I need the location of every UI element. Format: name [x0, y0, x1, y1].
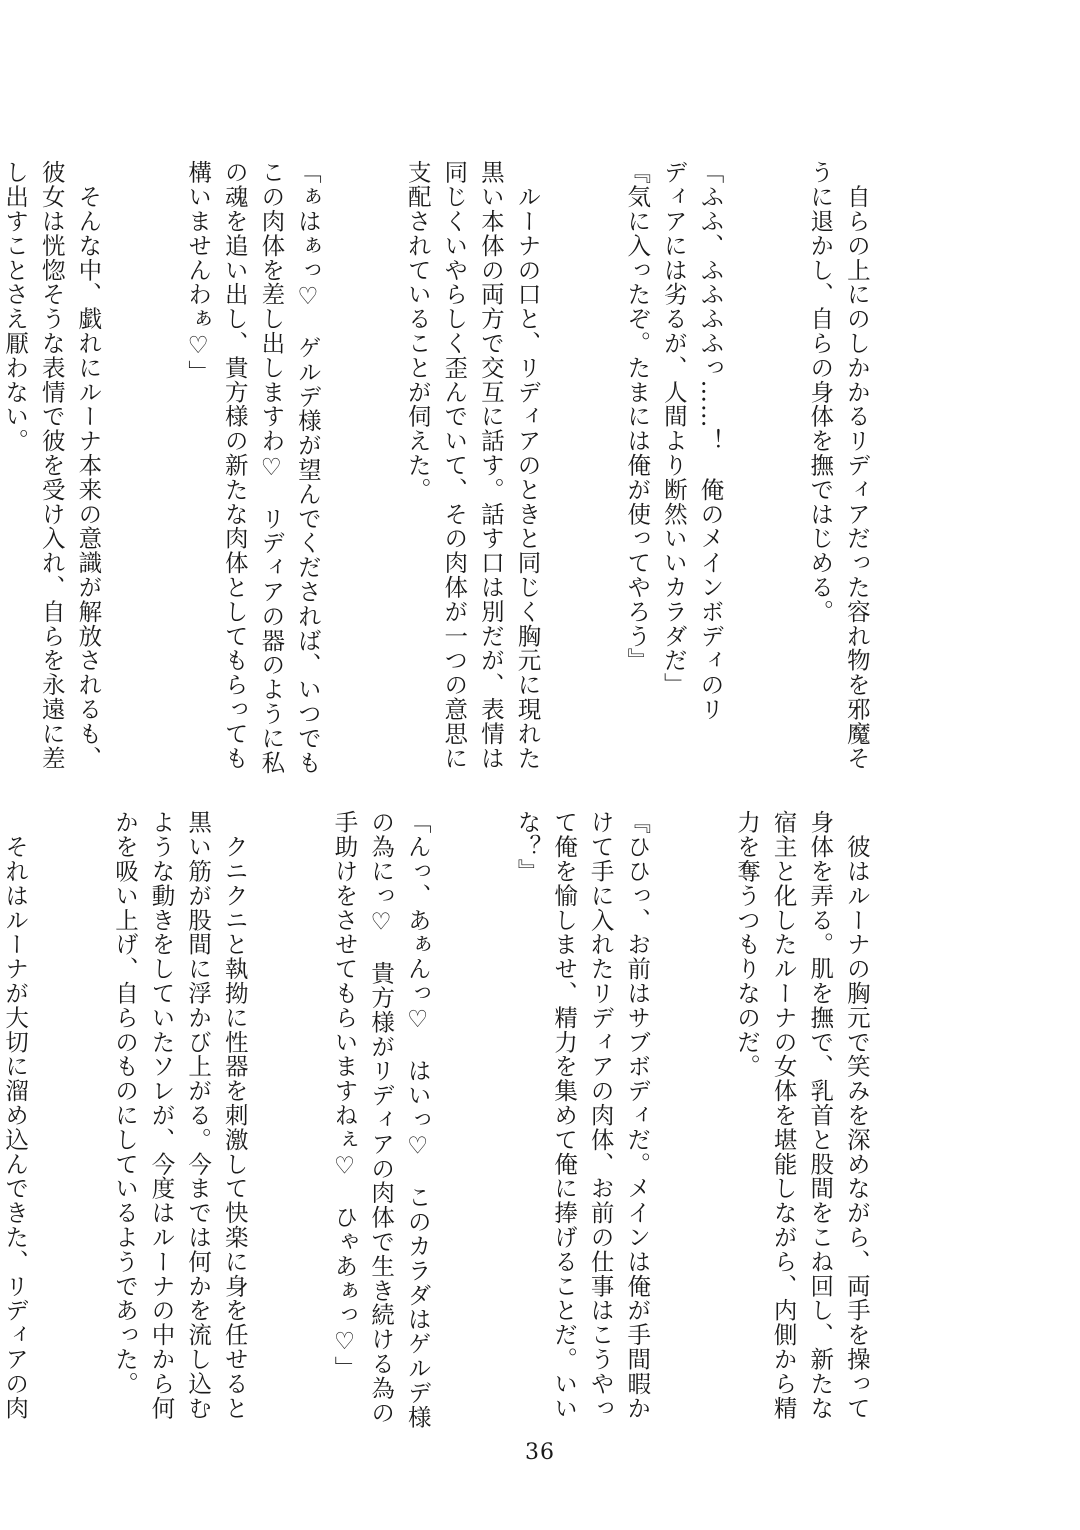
- text-block-bottom: [0, 810, 948, 1429]
- page-number: 36: [525, 1440, 555, 1465]
- dialogue-paragraph: 「ぁはぁっ♡ ゲルデ様が望んでくだされば、いつでも この肉体を差し出しますわ♡ リディアの器のように私 の魂を追い出し、貴方様の新たな肉体としてもらっても 構いませんわぁ♡」: [184, 160, 322, 775]
- paragraph: それはルーナが大切に溜め込んできた、リディアの肉: [1, 834, 30, 1420]
- paragraph: ルーナの口と、リディアのときと同じく胸元に現れた 黒い本体の両方で交互に話す。話す口は別だが、表情は 同じくいやらしく歪んでいて、その肉体が一つの意思に 支配されていることが伺えた。: [403, 160, 542, 770]
- dialogue-paragraph: 「ふふ、ふふふふっ……！ 俺のメインボディのリ ディアには劣るが、人間より断然いいカラダだ」 『気に入ったぞ。たまには俺が使ってやろう』: [623, 160, 725, 722]
- paragraph: クニクニと執拗に性器を刺激して快楽に身を任せると 黒い筋が股間に浮かび上がる。今までは何かを流し込む ような動きをしていたソレが、今度はルーナの中から何 かを吸い上げ、自らのものにしているようであった。: [110, 810, 249, 1420]
- paragraph: 自らの上にのしかかるリディアだった容れ物を邪魔そ うに退かし、自らの身体を撫ではじめる。: [806, 160, 871, 770]
- dialogue-paragraph: 「んっ、あぁんっ♡ はいっ♡ このカラダはゲルデ様 の為にっ♡ 貴方様がリディアの肉体で生き続ける為の 手助けをさせてもらいますねぇ♡ ひゃあぁっ♡」: [330, 810, 432, 1429]
- text-block-top: [0, 160, 948, 775]
- paragraph: 彼はルーナの胸元で笑みを深めながら、両手を操って 身体を弄る。肌を撫で、乳首と股間をこね回し、新たな 宿主と化したルーナの女体を堪能しながら、内側から精 力を奪うつもりなのだ。: [733, 810, 871, 1420]
- paragraph: そんな中、戯れにルーナ本来の意識が解放されるも、 彼女は恍惚そうな表情で彼を受け入れ、自らを永遠に差 し出すことさえ厭わない。: [1, 160, 103, 770]
- dialogue-paragraph: 『ひひっ、お前はサブボディだ。メインは俺が手間暇か けて手に入れたリディアの肉体、お前の仕事はこうやっ て俺を愉しませ、精力を集めて俺に捧げることだ。いい な？』: [513, 810, 652, 1420]
